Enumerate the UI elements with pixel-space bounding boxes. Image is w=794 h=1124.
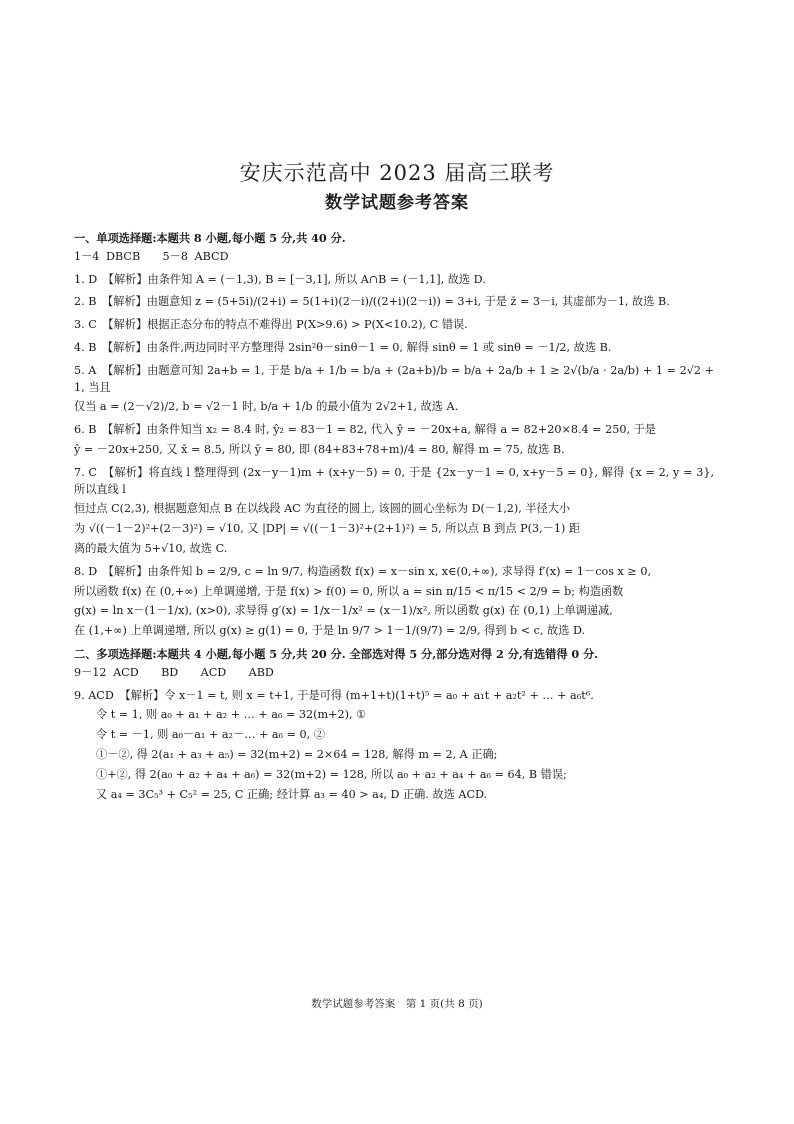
item-label: 4. B [74, 340, 97, 354]
item-label: 8. D [74, 564, 98, 578]
solution-item [74, 272, 714, 289]
item-text: 【解析】由题意可知 2a+b = 1, 于是 b/a + 1/b = b/a + (2a+b)/b = b/a + 2a/b + 1 ≥ 2√(b/a · 2a/b) + 1 = 2√2 + 1, 当且 [74, 363, 714, 394]
content-body [74, 228, 714, 809]
item-text: 离的最大值为 5+√10, 故选 C. [74, 541, 228, 555]
page-subtitle: 数学试题参考答案 [325, 193, 469, 213]
section-1-answer-key: 1－4 DBCB 5－8 ABCD [74, 249, 229, 263]
section-1-heading: 一、单项选择题:本题共 8 小题,每小题 5 分,共 40 分. [74, 231, 346, 245]
solution-item [74, 465, 714, 558]
solution-item [74, 294, 714, 311]
item-label: 1. D [74, 272, 98, 286]
item-text: 【解析】由条件,两边同时平方整理得 2sin²θ－sinθ－1 = 0, 解得 sinθ = 1 或 sinθ = －1/2, 故选 B. [107, 340, 612, 354]
solution-item [74, 564, 714, 640]
section-2-answer-key: 9－12 ACD BD ACD ABD [74, 665, 274, 679]
item-text: 【解析】根据正态分布的特点不难得出 P(X>9.6) > P(X<10.2), C 错误. [108, 318, 468, 332]
item-text: 在 (1,+∞) 上单调递增, 所以 g(x) ≥ g(1) = 0, 于是 ln 9/7 > 1－1/(9/7) = 2/9, 得到 b < c, 故选 D. [74, 624, 586, 638]
item-text: 为 √((－1－2)²+(2－3)²) = √10, 又 |DP| = √((－1－3)²+(2+1)²) = 5, 所以点 B 到点 P(3,－1) 距 [74, 522, 581, 536]
solution-item [74, 422, 714, 459]
solution-item [74, 317, 714, 334]
page-title: 安庆示范高中 2023 届高三联考 [239, 161, 555, 185]
item-label: 7. C [74, 465, 97, 479]
section-1-items [74, 272, 714, 640]
solution-item [74, 340, 714, 357]
item-text: 【解析】由条件知当 x₂ = 8.4 时, ŷ₂ = 83－1 = 82, 代入 ŷ = －20x+a, 解得 a = 82+20×8.4 = 250, 于是 [107, 423, 656, 437]
item-label: 6. B [74, 423, 97, 437]
item-label: 2. B [74, 295, 97, 309]
item-label: 3. C [74, 318, 97, 332]
item-9-step: ①+②, 得 2(a₀ + a₂ + a₄ + a₆) = 32(m+2) = 128, 所以 a₀ + a₂ + a₄ + a₆ = 64, B 错误; [96, 767, 567, 781]
item-label: 5. A [74, 363, 97, 377]
item-text: 【解析】将直线 l 整理得到 (2x－y－1)m + (x+y－5) = 0, 于是 {2x－y－1 = 0, x+y－5 = 0}, 解得 {x = 2, y = 3}, 所以直线 l [74, 465, 714, 496]
section-2-heading: 二、多项选择题:本题共 4 小题,每小题 5 分,共 20 分. 全部选对得 5 分,部分选对得 2 分,有选错得 0 分. [74, 646, 599, 661]
solution-item [74, 363, 714, 416]
item-text: 所以函数 f(x) 在 (0,+∞) 上单调递增, 于是 f(x) > f(0) = 0, 所以 a = sin π/15 < π/15 < 2/9 = b; 构造函数 [74, 584, 624, 598]
item-label: 9. ACD [74, 688, 114, 702]
item-9-step: 令 t = －1, 则 a₀－a₁ + a₂－… + a₆ = 0, ② [96, 728, 325, 742]
item-text: 【解析】由条件知 b = 2/9, c = ln 9/7, 构造函数 f(x) = x－sin x, x∈(0,+∞), 求导得 f′(x) = 1－cos x ≥ 0, [108, 564, 652, 578]
item-text: g(x) = ln x－(1－1/x), (x>0), 求导得 g′(x) = 1/x－1/x² = (x－1)/x², 所以函数 g(x) 在 (0,1) 上单调递减, [74, 604, 613, 618]
item-text: 【解析】令 x－1 = t, 则 x = t+1, 于是可得 (m+1+t)(1+t)⁵ = a₀ + a₁t + a₂t² + … + a₆t⁶. [125, 688, 594, 702]
item-9-solution [74, 688, 714, 804]
item-9-step: 令 t = 1, 则 a₀ + a₁ + a₂ + … + a₆ = 32(m+2), ① [96, 708, 367, 722]
item-text: ŷ = －20x+250, 又 x̄ = 8.5, 所以 ȳ = 80, 即 (84+83+78+m)/4 = 80, 解得 m = 75, 故选 B. [74, 442, 565, 456]
item-text: 仅当 a = (2－√2)/2, b = √2－1 时, b/a + 1/b 的最小值为 2√2+1, 故选 A. [74, 400, 459, 414]
item-text: 【解析】由题意知 z = (5+5i)/(2+i) = 5(1+i)(2－i)/((2+i)(2－i)) = 3+i, 于是 z̄ = 3－i, 其虚部为－1, 故选 B. [107, 295, 670, 309]
page-footer: 数学试题参考答案 第 1 页(共 8 页) [311, 998, 483, 1010]
item-9-step: 又 a₄ = 3C₅³ + C₅² = 25, C 正确; 经计算 a₃ = 40 > a₄, D 正确. 故选 ACD. [96, 787, 488, 801]
item-text: 【解析】由条件知 A = (－1,3), B = [－3,1], 所以 A∩B = (－1,1], 故选 D. [108, 272, 486, 286]
item-9-step: ①－②, 得 2(a₁ + a₃ + a₅) = 32(m+2) = 2×64 = 128, 解得 m = 2, A 正确; [96, 747, 498, 761]
item-text: 恒过点 C(2,3), 根据题意知点 B 在以线段 AC 为直径的圆上, 该圆的圆心坐标为 D(－1,2), 半径大小 [74, 502, 571, 516]
